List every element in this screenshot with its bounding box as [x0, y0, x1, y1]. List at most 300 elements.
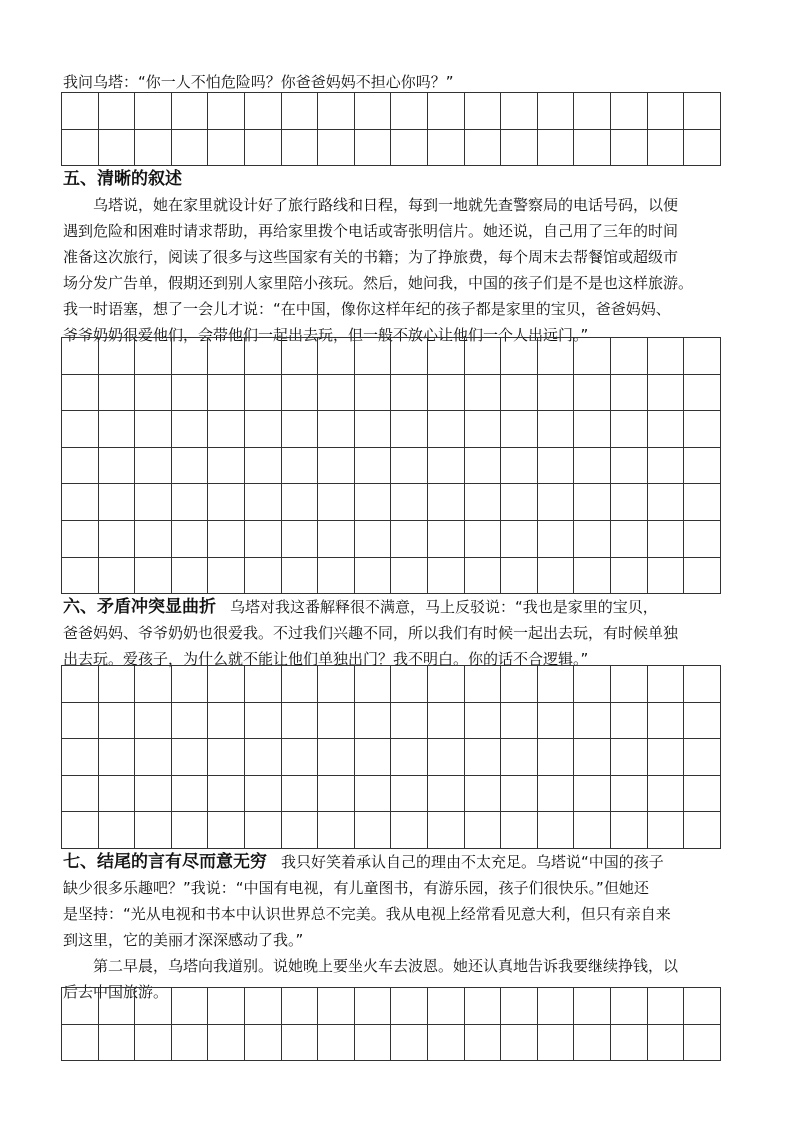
grid-cell[interactable] [62, 484, 99, 521]
section-7-line: 到这里，它的美丽才深深感动了我。” [63, 931, 304, 949]
grid-cell[interactable] [574, 130, 611, 167]
grid-cell[interactable] [611, 703, 648, 740]
grid-cell[interactable] [99, 375, 136, 412]
section-6-first-line: 乌塔对我这番解释很不满意，马上反驳说：“我也是家里的宝贝， [230, 598, 658, 616]
grid-cell[interactable] [318, 93, 355, 130]
grid-cell[interactable] [465, 521, 502, 558]
grid-cell[interactable] [538, 988, 575, 1025]
grid-cell[interactable] [62, 448, 99, 485]
grid-cell[interactable] [428, 1025, 465, 1062]
grid-cell[interactable] [172, 521, 209, 558]
grid-cell[interactable] [574, 375, 611, 412]
grid-cell[interactable] [501, 93, 538, 130]
grid-cell[interactable] [245, 521, 282, 558]
grid-cell[interactable] [355, 776, 392, 813]
grid-cell[interactable] [135, 988, 172, 1025]
grid-cell[interactable] [208, 988, 245, 1025]
grid-cell[interactable] [62, 1025, 99, 1062]
grid-cell[interactable] [611, 812, 648, 849]
grid-cell[interactable] [428, 375, 465, 412]
grid-cell[interactable] [648, 484, 685, 521]
grid-cell[interactable] [355, 521, 392, 558]
grid-cell[interactable] [574, 812, 611, 849]
grid-cell[interactable] [648, 1025, 685, 1062]
grid-cell[interactable] [538, 739, 575, 776]
grid-cell[interactable] [318, 776, 355, 813]
grid-cell[interactable] [538, 484, 575, 521]
grid-cell[interactable] [355, 558, 392, 595]
grid-cell[interactable] [538, 1025, 575, 1062]
grid-cell[interactable] [318, 558, 355, 595]
grid-cell[interactable] [135, 776, 172, 813]
grid-cell[interactable] [501, 776, 538, 813]
section-5-line: 我一时语塞，想了一会儿才说：“在中国，像你这样年纪的孩子都是家里的宝贝，爸爸妈妈、 [63, 300, 671, 318]
grid-cell[interactable] [245, 776, 282, 813]
grid-cell[interactable] [428, 130, 465, 167]
grid-cell[interactable] [99, 484, 136, 521]
grid-cell[interactable] [538, 93, 575, 130]
grid-cell[interactable] [62, 338, 99, 375]
grid-cell[interactable] [282, 1025, 319, 1062]
grid-cell[interactable] [62, 739, 99, 776]
grid-cell[interactable] [391, 703, 428, 740]
grid-cell[interactable] [574, 1025, 611, 1062]
grid-cell[interactable] [208, 558, 245, 595]
grid-cell[interactable] [62, 93, 99, 130]
grid-cell[interactable] [62, 375, 99, 412]
grid-cell[interactable] [538, 411, 575, 448]
grid-cell[interactable] [135, 521, 172, 558]
grid-cell[interactable] [172, 338, 209, 375]
writing-grid-4[interactable] [61, 987, 721, 1061]
grid-cell[interactable] [99, 1025, 136, 1062]
grid-cell[interactable] [99, 812, 136, 849]
grid-cell[interactable] [172, 558, 209, 595]
section-6-line: 出去玩。爱孩子，为什么就不能让他们单独出门？我不明白。你的话不合逻辑。” [63, 650, 589, 668]
grid-cell[interactable] [172, 776, 209, 813]
grid-cell[interactable] [611, 448, 648, 485]
grid-cell[interactable] [391, 776, 428, 813]
grid-cell[interactable] [208, 812, 245, 849]
grid-cell[interactable] [318, 448, 355, 485]
grid-cell[interactable] [611, 521, 648, 558]
grid-cell[interactable] [318, 988, 355, 1025]
grid-cell[interactable] [172, 93, 209, 130]
grid-cell[interactable] [391, 375, 428, 412]
grid-cell[interactable] [282, 739, 319, 776]
grid-cell[interactable] [574, 666, 611, 703]
grid-cell[interactable] [501, 338, 538, 375]
grid-cell[interactable] [355, 988, 392, 1025]
grid-cell[interactable] [428, 666, 465, 703]
grid-cell[interactable] [208, 93, 245, 130]
grid-cell[interactable] [355, 411, 392, 448]
grid-cell[interactable] [501, 375, 538, 412]
grid-cell[interactable] [428, 448, 465, 485]
grid-cell[interactable] [99, 776, 136, 813]
grid-cell[interactable] [135, 411, 172, 448]
grid-cell[interactable] [62, 521, 99, 558]
grid-cell[interactable] [172, 484, 209, 521]
grid-cell[interactable] [574, 484, 611, 521]
grid-cell[interactable] [501, 1025, 538, 1062]
grid-cell[interactable] [648, 130, 685, 167]
grid-cell[interactable] [282, 338, 319, 375]
grid-cell[interactable] [318, 338, 355, 375]
grid-cell[interactable] [245, 812, 282, 849]
grid-cell[interactable] [172, 703, 209, 740]
grid-cell[interactable] [245, 484, 282, 521]
writing-grid-3[interactable] [61, 665, 721, 849]
grid-cell[interactable] [135, 338, 172, 375]
grid-cell[interactable] [355, 375, 392, 412]
grid-cell[interactable] [99, 558, 136, 595]
grid-cell[interactable] [245, 739, 282, 776]
grid-cell[interactable] [318, 812, 355, 849]
grid-cell[interactable] [391, 338, 428, 375]
grid-cell[interactable] [282, 411, 319, 448]
grid-cell[interactable] [574, 988, 611, 1025]
grid-cell[interactable] [99, 703, 136, 740]
grid-cell[interactable] [99, 411, 136, 448]
grid-cell[interactable] [245, 338, 282, 375]
grid-cell[interactable] [574, 739, 611, 776]
grid-cell[interactable] [62, 988, 99, 1025]
grid-cell[interactable] [611, 338, 648, 375]
grid-cell[interactable] [355, 1025, 392, 1062]
grid-cell[interactable] [465, 558, 502, 595]
grid-cell[interactable] [684, 448, 721, 485]
grid-cell[interactable] [501, 448, 538, 485]
grid-cell[interactable] [428, 338, 465, 375]
grid-cell[interactable] [428, 703, 465, 740]
grid-cell[interactable] [172, 1025, 209, 1062]
grid-cell[interactable] [355, 93, 392, 130]
grid-cell[interactable] [208, 130, 245, 167]
grid-cell[interactable] [391, 448, 428, 485]
grid-cell[interactable] [99, 338, 136, 375]
grid-cell[interactable] [208, 776, 245, 813]
grid-cell[interactable] [318, 375, 355, 412]
grid-cell[interactable] [62, 411, 99, 448]
grid-cell[interactable] [282, 130, 319, 167]
grid-cell[interactable] [684, 93, 721, 130]
grid-cell[interactable] [684, 521, 721, 558]
grid-cell[interactable] [391, 484, 428, 521]
grid-cell[interactable] [465, 93, 502, 130]
grid-cell[interactable] [355, 130, 392, 167]
grid-cell[interactable] [355, 448, 392, 485]
grid-cell[interactable] [135, 666, 172, 703]
grid-cell[interactable] [538, 703, 575, 740]
grid-cell[interactable] [245, 93, 282, 130]
grid-cell[interactable] [538, 558, 575, 595]
grid-cell[interactable] [208, 1025, 245, 1062]
grid-cell[interactable] [538, 776, 575, 813]
grid-cell[interactable] [135, 375, 172, 412]
grid-cell[interactable] [245, 558, 282, 595]
grid-cell[interactable] [208, 521, 245, 558]
grid-cell[interactable] [538, 448, 575, 485]
grid-cell[interactable] [135, 703, 172, 740]
section-7-first-line: 我只好笑着承认自己的理由不太充足。乌塔说“中国的孩子 [281, 853, 664, 871]
writing-grid-2[interactable] [61, 337, 721, 594]
grid-cell[interactable] [465, 703, 502, 740]
grid-cell[interactable] [135, 484, 172, 521]
grid-cell[interactable] [428, 988, 465, 1025]
grid-cell[interactable] [648, 703, 685, 740]
section-7-line: 缺少很多乐趣吧？”我说：“中国有电视，有儿童图书，有游乐园，孩子们很快乐。”但她还 [63, 879, 649, 897]
grid-cell[interactable] [611, 558, 648, 595]
grid-cell[interactable] [99, 93, 136, 130]
grid-cell[interactable] [355, 666, 392, 703]
grid-cell[interactable] [465, 448, 502, 485]
intro-line: 我问乌塔：“你一人不怕危险吗？你爸爸妈妈不担心你吗？” [63, 73, 454, 91]
grid-cell[interactable] [574, 776, 611, 813]
grid-cell[interactable] [245, 411, 282, 448]
grid-cell[interactable] [648, 666, 685, 703]
grid-cell[interactable] [501, 739, 538, 776]
grid-cell[interactable] [538, 338, 575, 375]
grid-cell[interactable] [538, 666, 575, 703]
grid-cell[interactable] [538, 521, 575, 558]
grid-cell[interactable] [172, 411, 209, 448]
grid-cell[interactable] [282, 448, 319, 485]
grid-cell[interactable] [465, 484, 502, 521]
grid-cell[interactable] [208, 666, 245, 703]
grid-cell[interactable] [648, 93, 685, 130]
grid-cell[interactable] [684, 703, 721, 740]
grid-cell[interactable] [428, 739, 465, 776]
grid-cell[interactable] [501, 812, 538, 849]
grid-cell[interactable] [172, 130, 209, 167]
grid-cell[interactable] [611, 739, 648, 776]
grid-cell[interactable] [648, 739, 685, 776]
grid-cell[interactable] [574, 703, 611, 740]
writing-grid-1[interactable] [61, 92, 721, 166]
grid-cell[interactable] [62, 776, 99, 813]
grid-cell[interactable] [282, 703, 319, 740]
grid-cell[interactable] [318, 484, 355, 521]
grid-cell[interactable] [355, 338, 392, 375]
grid-cell[interactable] [428, 521, 465, 558]
grid-cell[interactable] [428, 812, 465, 849]
grid-cell[interactable] [611, 666, 648, 703]
grid-cell[interactable] [428, 411, 465, 448]
grid-cell[interactable] [684, 130, 721, 167]
grid-cell[interactable] [428, 484, 465, 521]
grid-cell[interactable] [318, 411, 355, 448]
grid-cell[interactable] [684, 666, 721, 703]
grid-cell[interactable] [282, 812, 319, 849]
grid-cell[interactable] [648, 375, 685, 412]
grid-cell[interactable] [611, 1025, 648, 1062]
grid-cell[interactable] [282, 375, 319, 412]
grid-cell[interactable] [391, 130, 428, 167]
grid-cell[interactable] [135, 130, 172, 167]
grid-cell[interactable] [465, 338, 502, 375]
grid-cell[interactable] [428, 93, 465, 130]
grid-cell[interactable] [355, 739, 392, 776]
grid-cell[interactable] [172, 448, 209, 485]
grid-cell[interactable] [355, 703, 392, 740]
grid-cell[interactable] [465, 812, 502, 849]
grid-cell[interactable] [465, 1025, 502, 1062]
grid-cell[interactable] [648, 558, 685, 595]
grid-cell[interactable] [208, 338, 245, 375]
grid-cell[interactable] [648, 411, 685, 448]
grid-cell[interactable] [172, 739, 209, 776]
grid-cell[interactable] [684, 375, 721, 412]
grid-cell[interactable] [208, 484, 245, 521]
grid-cell[interactable] [574, 93, 611, 130]
grid-cell[interactable] [391, 558, 428, 595]
grid-cell[interactable] [99, 130, 136, 167]
grid-cell[interactable] [501, 703, 538, 740]
grid-cell[interactable] [135, 739, 172, 776]
grid-cell[interactable] [611, 411, 648, 448]
grid-cell[interactable] [62, 666, 99, 703]
grid-cell[interactable] [391, 1025, 428, 1062]
grid-cell[interactable] [282, 558, 319, 595]
grid-cell[interactable] [282, 988, 319, 1025]
grid-cell[interactable] [135, 93, 172, 130]
grid-cell[interactable] [465, 739, 502, 776]
grid-cell[interactable] [135, 558, 172, 595]
grid-cell[interactable] [208, 448, 245, 485]
grid-cell[interactable] [172, 988, 209, 1025]
grid-cell[interactable] [501, 130, 538, 167]
grid-cell[interactable] [428, 776, 465, 813]
grid-cell[interactable] [684, 776, 721, 813]
grid-cell[interactable] [245, 666, 282, 703]
grid-cell[interactable] [208, 703, 245, 740]
grid-cell[interactable] [684, 988, 721, 1025]
grid-cell[interactable] [501, 411, 538, 448]
grid-cell[interactable] [318, 666, 355, 703]
grid-cell[interactable] [648, 521, 685, 558]
grid-cell[interactable] [135, 812, 172, 849]
grid-cell[interactable] [574, 558, 611, 595]
grid-cell[interactable] [245, 988, 282, 1025]
grid-cell[interactable] [355, 484, 392, 521]
grid-cell[interactable] [648, 338, 685, 375]
grid-cell[interactable] [282, 521, 319, 558]
grid-cell[interactable] [391, 93, 428, 130]
grid-cell[interactable] [611, 484, 648, 521]
grid-cell[interactable] [245, 375, 282, 412]
grid-cell[interactable] [208, 739, 245, 776]
grid-cell[interactable] [391, 411, 428, 448]
grid-cell[interactable] [99, 448, 136, 485]
grid-cell[interactable] [318, 739, 355, 776]
grid-cell[interactable] [355, 812, 392, 849]
grid-cell[interactable] [282, 484, 319, 521]
grid-cell[interactable] [501, 521, 538, 558]
grid-cell[interactable] [391, 521, 428, 558]
grid-cell[interactable] [611, 776, 648, 813]
grid-cell[interactable] [172, 812, 209, 849]
grid-cell[interactable] [465, 411, 502, 448]
grid-cell[interactable] [574, 411, 611, 448]
grid-cell[interactable] [684, 484, 721, 521]
grid-cell[interactable] [282, 666, 319, 703]
grid-cell[interactable] [465, 666, 502, 703]
grid-cell[interactable] [501, 666, 538, 703]
grid-cell[interactable] [135, 448, 172, 485]
grid-cell[interactable] [208, 411, 245, 448]
grid-cell[interactable] [684, 739, 721, 776]
grid-cell[interactable] [99, 988, 136, 1025]
grid-cell[interactable] [62, 703, 99, 740]
grid-cell[interactable] [465, 988, 502, 1025]
grid-cell[interactable] [684, 558, 721, 595]
grid-cell[interactable] [245, 130, 282, 167]
grid-cell[interactable] [62, 812, 99, 849]
grid-cell[interactable] [99, 666, 136, 703]
grid-cell[interactable] [391, 666, 428, 703]
grid-cell[interactable] [318, 1025, 355, 1062]
grid-cell[interactable] [538, 375, 575, 412]
grid-cell[interactable] [574, 521, 611, 558]
grid-cell[interactable] [172, 375, 209, 412]
grid-cell[interactable] [62, 130, 99, 167]
grid-cell[interactable] [648, 776, 685, 813]
grid-cell[interactable] [391, 739, 428, 776]
grid-cell[interactable] [245, 448, 282, 485]
grid-cell[interactable] [611, 93, 648, 130]
grid-cell[interactable] [391, 988, 428, 1025]
grid-cell[interactable] [99, 521, 136, 558]
grid-cell[interactable] [538, 130, 575, 167]
grid-cell[interactable] [282, 93, 319, 130]
grid-cell[interactable] [282, 776, 319, 813]
grid-cell[interactable] [245, 703, 282, 740]
grid-cell[interactable] [391, 812, 428, 849]
grid-cell[interactable] [611, 130, 648, 167]
grid-cell[interactable] [135, 1025, 172, 1062]
grid-cell[interactable] [648, 448, 685, 485]
grid-cell[interactable] [684, 411, 721, 448]
grid-cell[interactable] [318, 703, 355, 740]
grid-cell[interactable] [501, 558, 538, 595]
grid-cell[interactable] [465, 776, 502, 813]
grid-cell[interactable] [428, 558, 465, 595]
grid-cell[interactable] [465, 130, 502, 167]
grid-cell[interactable] [684, 812, 721, 849]
grid-cell[interactable] [574, 338, 611, 375]
grid-cell[interactable] [611, 988, 648, 1025]
grid-cell[interactable] [684, 338, 721, 375]
grid-cell[interactable] [465, 375, 502, 412]
grid-cell[interactable] [318, 521, 355, 558]
grid-cell[interactable] [574, 448, 611, 485]
grid-cell[interactable] [245, 1025, 282, 1062]
grid-cell[interactable] [501, 988, 538, 1025]
grid-cell[interactable] [208, 375, 245, 412]
grid-cell[interactable] [648, 988, 685, 1025]
grid-cell[interactable] [501, 484, 538, 521]
section-5-line: 遇到危险和困难时请求帮助，再给家里拨个电话或寄张明信片。她还说，自己用了三年的时间 [63, 222, 679, 240]
grid-cell[interactable] [172, 666, 209, 703]
grid-cell[interactable] [99, 739, 136, 776]
grid-cell[interactable] [684, 1025, 721, 1062]
grid-cell[interactable] [62, 558, 99, 595]
grid-cell[interactable] [648, 812, 685, 849]
grid-cell[interactable] [611, 375, 648, 412]
grid-cell[interactable] [538, 812, 575, 849]
grid-cell[interactable] [318, 130, 355, 167]
